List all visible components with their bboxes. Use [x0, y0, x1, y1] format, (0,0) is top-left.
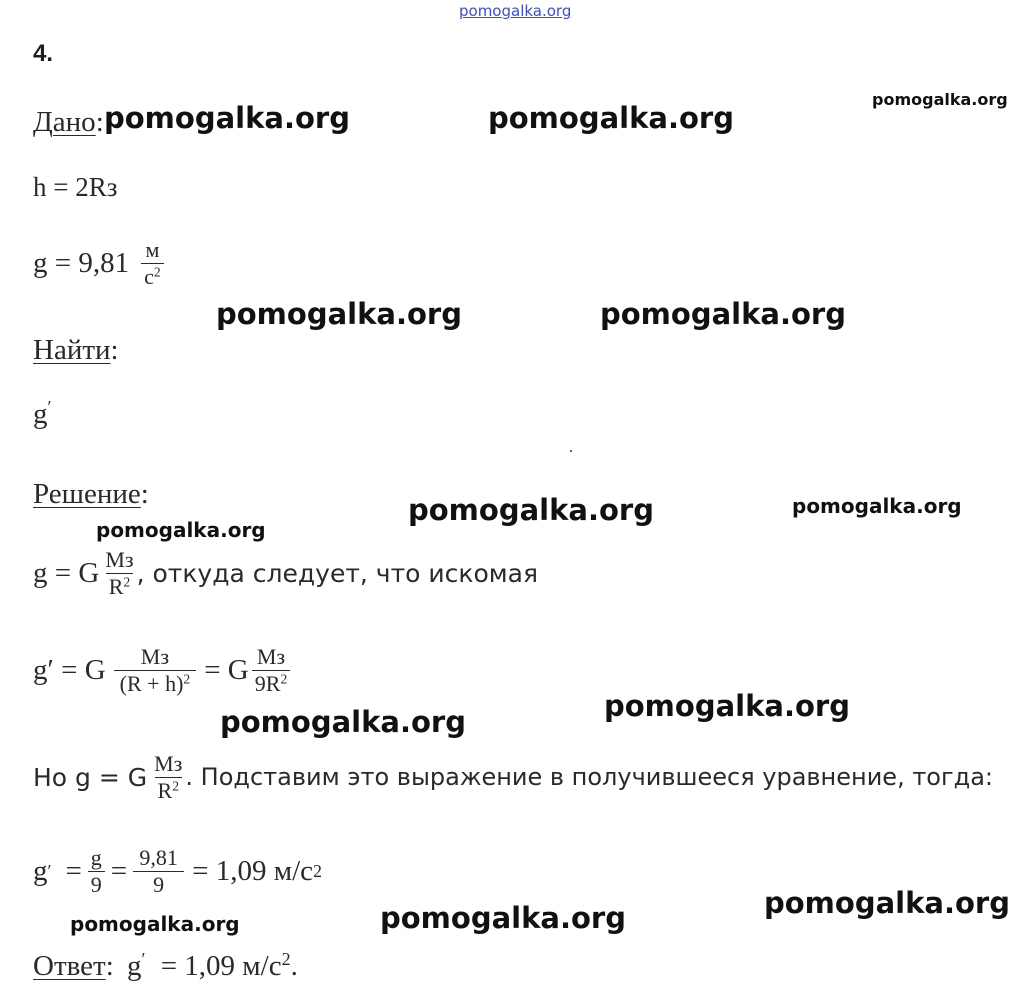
find-g: g [33, 398, 48, 430]
stray-dot [570, 450, 572, 452]
eq2-den-wrap [114, 670, 197, 695]
eq3-pow: 2 [172, 778, 179, 794]
find-prime: ′ [47, 397, 52, 418]
eq4-fraction-1 [88, 846, 105, 896]
given-colon: : [95, 106, 104, 138]
answer-end: . [290, 950, 298, 982]
equation-1 [33, 548, 538, 598]
eq4-den2: 9 [133, 871, 184, 896]
answer-label: Ответ [33, 950, 106, 982]
watermark-5: pomogalka.org [600, 297, 846, 331]
watermark-3: pomogalka.org [872, 90, 1008, 109]
equation-2 [33, 645, 290, 695]
watermark-6: pomogalka.org [408, 493, 654, 527]
eq1-den-wrap [106, 573, 134, 598]
find-heading [33, 334, 119, 367]
watermark-8: pomogalka.org [96, 518, 266, 542]
watermark-11: pomogalka.org [764, 886, 1010, 920]
eq2-den2-wrap [252, 670, 291, 695]
given-h: h = 2Rз [33, 172, 118, 202]
find-colon: : [110, 334, 119, 366]
find-symbol [33, 398, 51, 431]
eq2-den-pow: 2 [183, 671, 191, 687]
given-heading [33, 106, 104, 139]
eq2-fraction-1 [114, 645, 197, 695]
answer-line [33, 950, 298, 983]
answer-g: g [127, 950, 142, 982]
given-g-prefix: g = 9,81 [33, 246, 130, 279]
eq1-pow: 2 [123, 574, 131, 590]
eq3-den: R [157, 778, 173, 804]
solution-heading [33, 478, 149, 511]
given-g-unit-den: c [144, 264, 154, 290]
given-g-unit-pow: 2 [153, 264, 161, 280]
eq1-num: Mз [105, 547, 134, 572]
equation-4: g ′ = $\frac{g}{9}$ = $\frac{9,81}{9}$ = 1,09 м/c 2 [33, 845, 323, 898]
eq3-num: Mз [154, 751, 183, 776]
watermark-13: pomogalka.org [70, 912, 240, 936]
answer-colon: : [105, 950, 114, 982]
eq1-text: , откуда следует, что искомая [136, 558, 538, 588]
solution-label: Решение [33, 478, 141, 510]
top-watermark[interactable]: pomogalka.org [459, 2, 572, 20]
eq1-left: g = G [33, 556, 100, 589]
watermark-7: pomogalka.org [792, 494, 962, 518]
given-g-unit-num: м [145, 237, 160, 262]
given-label: Дано [33, 106, 96, 138]
equation-3 [33, 752, 993, 802]
eq2-mid: = G [204, 653, 249, 686]
watermark-2: pomogalka.org [488, 101, 734, 135]
eq3-fraction [151, 752, 185, 802]
watermark-9: pomogalka.org [220, 705, 466, 739]
watermark-10: pomogalka.org [604, 689, 850, 723]
watermark-4: pomogalka.org [216, 297, 462, 331]
eq4-g: g [33, 854, 48, 887]
eq2-num2: Mз [256, 644, 286, 669]
eq2-fraction-2 [252, 645, 291, 695]
eq1-den: R [108, 574, 124, 600]
answer-value: = 1,09 м/c [160, 950, 282, 982]
answer-pow: 2 [281, 949, 291, 970]
eq2-den2-pow: 2 [280, 671, 288, 687]
eq2-left: g′ = G [33, 653, 106, 686]
eq3-den-wrap [155, 777, 183, 802]
given-g-unit-den-wrap [141, 263, 164, 288]
eq4-eq1: = [65, 854, 82, 887]
eq4-result: = 1,09 м/c [192, 854, 314, 887]
eq2-den2: 9R [254, 671, 281, 697]
eq3-left: Но g = G [33, 762, 148, 792]
eq3-text: . Подставим это выражение в получившееся уравнение, тогда: [185, 763, 993, 792]
eq4-eq2: = [110, 854, 128, 887]
eq4-fraction-2 [133, 846, 184, 896]
watermark-12: pomogalka.org [380, 901, 626, 935]
solution-colon: : [140, 478, 149, 510]
given-g-unit-fraction [141, 238, 164, 288]
eq4-num1: g [90, 845, 102, 870]
given-g [33, 238, 164, 288]
eq1-fraction [102, 548, 136, 598]
eq4-num2: 9,81 [139, 845, 178, 870]
eq2-num: Mз [140, 644, 170, 669]
eq2-den: (R + h) [119, 671, 184, 697]
watermark-1: pomogalka.org [104, 101, 350, 135]
find-label: Найти [33, 334, 111, 366]
answer-prime: ′ [141, 949, 146, 970]
eq4-den1: 9 [88, 871, 105, 896]
problem-number: 4. [33, 40, 54, 67]
